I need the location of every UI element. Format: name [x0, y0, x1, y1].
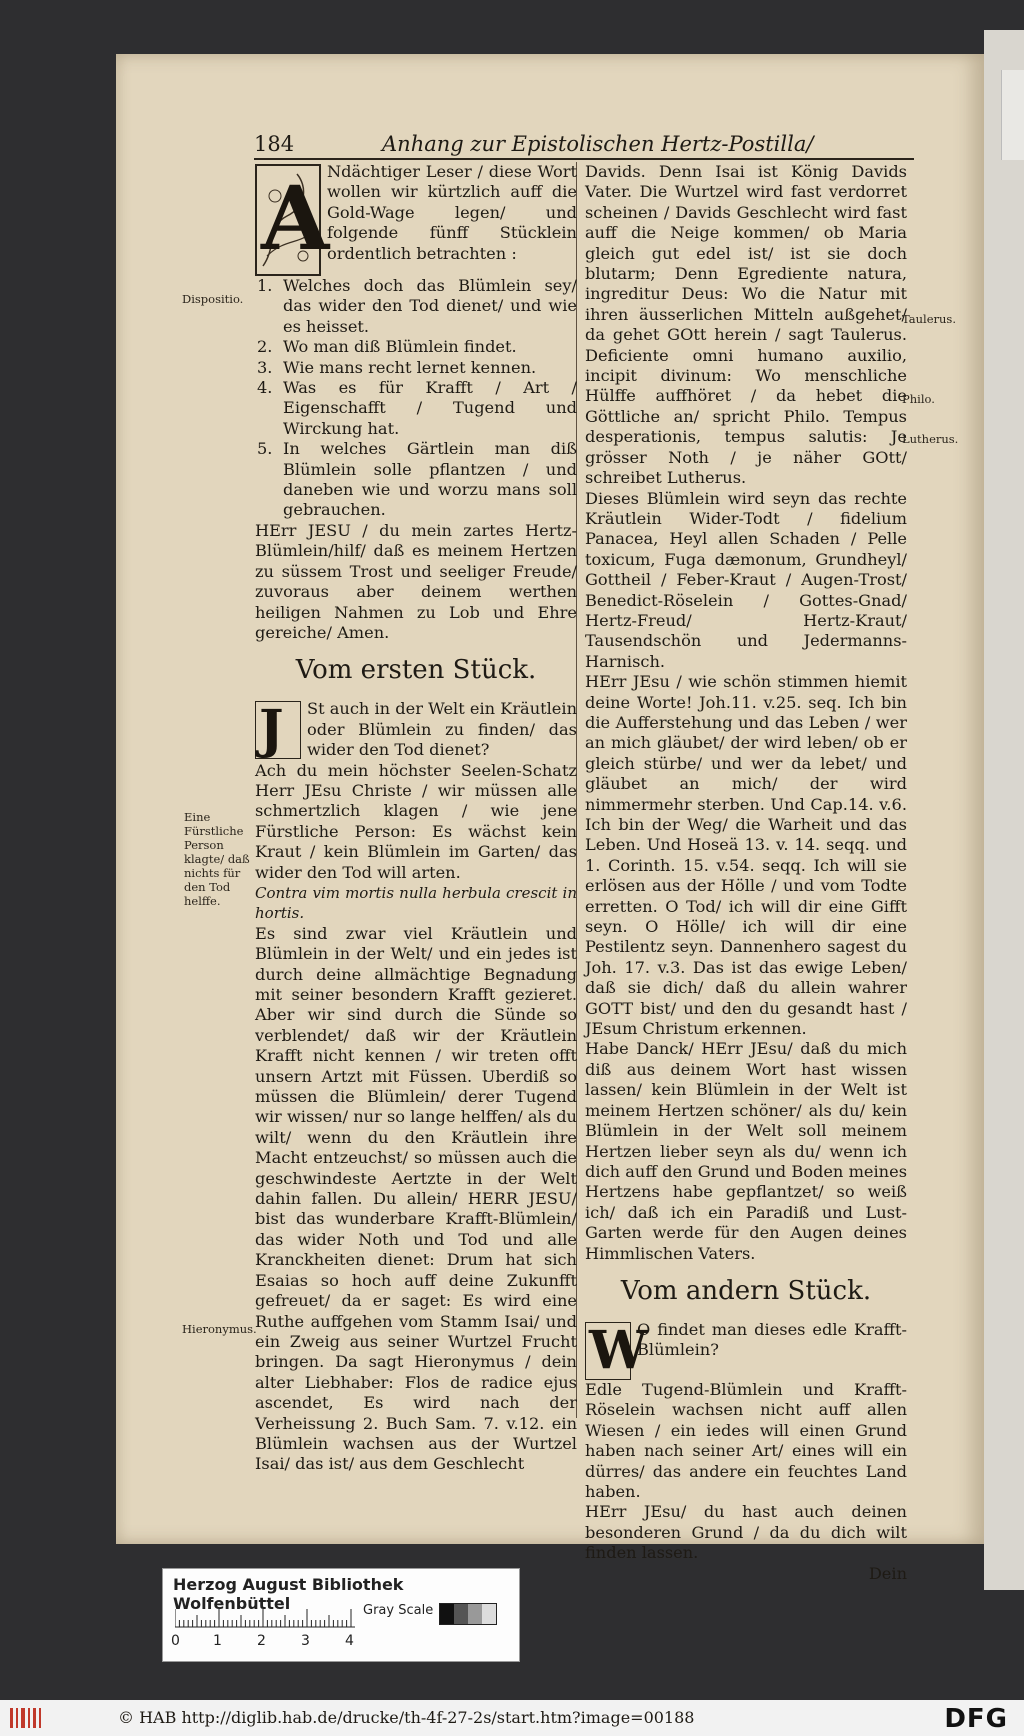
list-item: 1. Welches doch das Blümlein sey/ das wider den Tod dienet/ und wie es heisset.	[257, 276, 577, 336]
outline-list	[255, 276, 577, 521]
latin-quote: Contra vim mortis nulla herbula crescit in hortis.	[255, 883, 577, 923]
next-page-edge	[984, 30, 1024, 1590]
gray-swatch	[439, 1603, 497, 1625]
source-link[interactable]: © HAB http://diglib.hab.de/drucke/th-4f-27-2s/start.htm?image=00188	[118, 1708, 695, 1727]
intro-paragraph: Ndächtiger Leser / diese Wort wollen wir kürtzlich auff die Gold-Wage legen/ und folgende fünff Stücklein ordentlich betrachten :	[327, 162, 577, 263]
prayer-paragraph: HErr JESU / du mein zartes Hertz-Blümlein/hilf/ daß es meinem Hertzen zu süssem Trost und seeliger Freude/ zuvoraus aber deinem werthen heiligen Nahmen zu Lob und Ehre gereiche/ Amen.	[255, 520, 577, 642]
list-item: 2. Wo man diß Blümlein findet.	[257, 337, 517, 357]
marginal-note: Dispositio.	[182, 292, 244, 306]
body-paragraph: Es sind zwar viel Kräutlein und Blümlein in der Welt/ und ein jedes ist durch deine allmächtige Begnadung mit seiner besondern Krafft gezieret. Aber wir sind durch die Sünde so verblendet/ daß wir der Kräutlein Krafft nicht kennen / wir treten offt unsern Artzt mit Füssen. Uberdiß so müssen die Blümlein/ derer Tugend wir wissen/ nur so lange helffen/ als du wilt/ wenn du den Kräutlein ihre Macht entzeuchst/ so müssen auch die geschwindeste Aertzte in der Welt dahin fallen. Du allein/ HERR JESU/ bist das wunderbare Krafft-Blümlein/ das wider Noth und Tod und alle Kranckheiten dienet: Drum hat sich Esaias so hoch auff deine Zukunfft gefreuet/ da er saget: Es wird eine Ruthe auffgehen vom Stamm Isai/ und ein Zweig aus seiner Wurtzel Frucht bringen. Da sagt Hieronymus / dein alter Liebhaber: Flos de radice ejus ascendet, Es wird nach der Verheissung 2. Buch Sam. 7. v.12. ein Blümlein wachsen aus der Wurtzel Isai/ das ist/ aus dem Geschlecht	[255, 923, 577, 1474]
footer-bar	[0, 1700, 1024, 1736]
body-paragraph: HErr JEsu / wie schön stimmen hiemit deine Worte! Joh.11. v.25. seq. Ich bin die Aufferstehung und das Leben / wer an mich gläubet/ der wird leben/ ob er gleich stürbe/ und wer da lebet/ und gläubet an mich/ der wird nimmermehr sterben. Und Cap.14. v.6. Ich bin der Weg/ die Warheit und das Leben. Und Hoseä 13. v. 14. seqq. und 1. Corinth. 15. v.54. seqq. Ich will sie erlösen aus der Hölle / und vom Todte erretten. O Tod/ ich will dir eine Gifft seyn. O Hölle/ ich will dir eine Pestilentz seyn. Dannenhero sagest du Joh. 17. v.3. Das ist das ewige Leben/ daß sie dich/ daß du allein wahrer GOTT bist/ und den du gesandt hast / JEsum Christum erkennen.	[585, 672, 907, 1039]
list-item: 4. Was es für Krafft / Art / Eigenschafft / Tugend und Wirckung hat.	[257, 378, 577, 438]
initial-box	[255, 701, 301, 759]
marginal-note: Lutherus.	[902, 432, 959, 446]
body-paragraph: HErr JEsu/ du hast auch deinen besonderen Grund / da du dich wilt finden lassen.	[585, 1502, 907, 1563]
section-title-second: Vom andern Stück.	[620, 1275, 872, 1306]
barcode-logo-icon	[8, 1704, 46, 1732]
body-paragraph: Dieses Blümlein wird seyn das rechte Kräutlein Wider-Todt / fidelium Panacea, Heyl allen Schaden / Pelle toxicum, Fuga dæmonum, Grundheyl/ Gottheil / Feber-Kraut / Augen-Trost/ Benedict-Röselein / Gottes-Gnad/ Hertz-Freud/ Hertz-Kraut/ Tausendschön und Jedermanns-Harnisch.	[585, 488, 907, 671]
initial-letter: J	[259, 699, 284, 761]
page-number: 184	[254, 132, 295, 156]
gray-scale-target: Herzog August Bibliothek Wolfenbüttel 0 1 2 3 4 Gray Scale	[162, 1568, 520, 1662]
question-paragraph: St auch in der Welt ein Kräutlein oder Blümlein zu finden/ das wider den Tod dienet?	[307, 699, 577, 760]
gray-scale-label: Gray Scale	[363, 1603, 434, 1618]
body-paragraph: Davids. Denn Isai ist König Davids Vater. Die Wurtzel wird fast verdorret scheinen / Davids Geschlecht wird fast auff die Neige kommen/ ob Maria gleich gut edel ist/ ist sie doch blutarm; Denn Egrediente natura, ingreditur Deus: Wo die Natur mit ihren äusserlichen Mitteln außgehet/ da gehet GOtt herein / sagt Taulerus. Deficiente omni humano auxilio, incipit divinum: Wo menschliche Hülffe auffhöret / da hebet die Göttliche an/ spricht Philo. Tempus desperationis, tempus salutis: Je grösser Noth / je näher GOtt/ schreibet Lutherus.	[585, 162, 907, 488]
right-column	[585, 162, 907, 1584]
left-column	[255, 162, 577, 1475]
running-title: Anhang zur Epistolischen Hertz-Postilla/	[382, 132, 814, 156]
page-tab	[1001, 70, 1024, 160]
initial-box	[585, 1319, 648, 1381]
list-item: 3. Wie mans recht lernet kennen.	[257, 357, 537, 377]
running-header	[254, 132, 914, 158]
section-title-first: Vom ersten Stück.	[295, 655, 537, 686]
marginal-note: Taulerus.	[902, 312, 956, 326]
ruler-ticks-icon	[175, 1599, 355, 1629]
institution-label: Herzog August Bibliothek Wolfenbüttel	[173, 1575, 404, 1613]
lament-paragraph: Ach du mein höchster Seelen-Schatz Herr JEsu Christe / wir müssen alle schmertzlich klagen / wie jene Fürstliche Person: Es wächst kein Kraut / kein Blümlein im Garten/ das wider den Tod will arten.	[255, 760, 577, 882]
header-rule	[254, 158, 914, 160]
body-paragraph: Habe Danck/ HErr JEsu/ daß du mich diß aus deinem Wort hast wissen lassen/ kein Blümlein in der Welt ist meinem Hertzen schöner/ als du/ kein Blümlein in der Welt soll meinem Hertzen lieber seyn als du/ wenn ich dich auff den Grund und Boden meines Hertzens habe gepflantzet/ so weiß ich/ daß ich ein Paradiß und Lust-Garten werde für den Augen deines Himmlischen Vaters.	[585, 1039, 907, 1263]
marginal-note: Philo.	[902, 392, 935, 406]
catchword: Dein	[868, 1563, 907, 1583]
marginal-note: Hieronymus.	[182, 1322, 257, 1336]
initial-letter: A	[261, 166, 330, 270]
body-paragraph: Edle Tugend-Blümlein und Krafft-Röselein wachsen nicht auff allen Wiesen / ein iedes will einen Grund haben nach seiner Art/ eines will ein dürres/ das andere ein feuchtes Land haben.	[585, 1379, 907, 1501]
ornamental-initial	[255, 164, 330, 276]
list-item: 5. In welches Gärtlein man diß Blümlein solle pflantzen / und daneben wie und worzu mans soll gebrauchen.	[257, 439, 577, 520]
dfg-logo: DFG	[944, 1704, 1008, 1734]
marginal-note: Eine Fürstliche Person klagte/ daß nichts für den Tod helffe.	[184, 810, 250, 908]
question-paragraph: O findet man dieses edle Krafft-Blümlein?	[637, 1319, 907, 1360]
initial-letter: W	[589, 1319, 648, 1381]
